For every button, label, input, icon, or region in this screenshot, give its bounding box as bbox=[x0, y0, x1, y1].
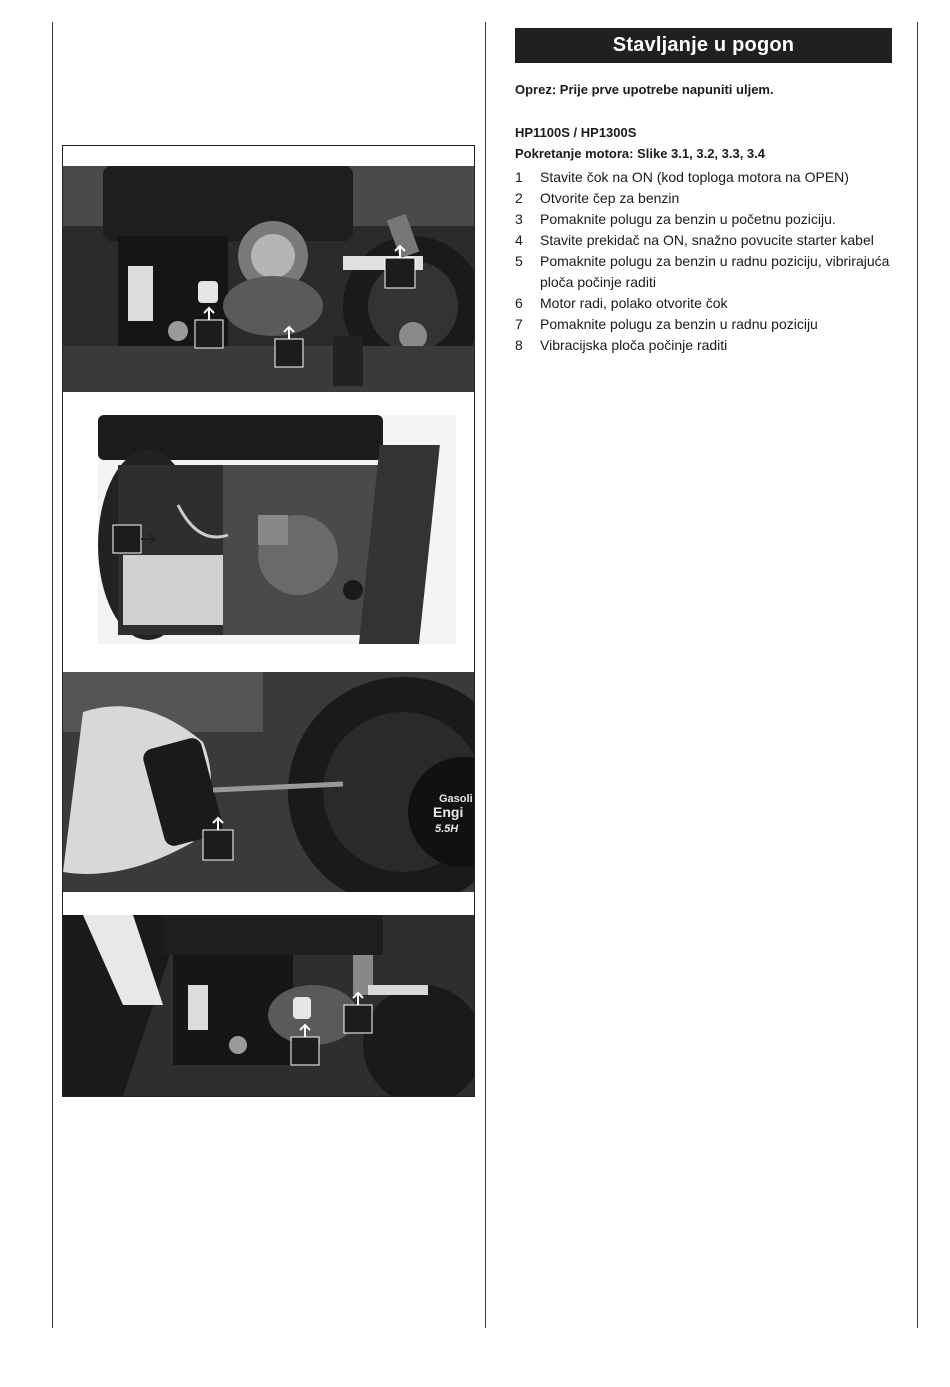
step-item bbox=[515, 167, 895, 188]
photo-engine-switch bbox=[98, 415, 456, 644]
step-text: Pomaknite polugu za benzin u radnu poziciju, vibrirajuća ploča počinje raditi bbox=[540, 253, 890, 290]
step-number: 6 bbox=[515, 295, 523, 311]
start-steps-list bbox=[515, 167, 895, 356]
step-number: 2 bbox=[515, 190, 523, 206]
step-number: 4 bbox=[515, 232, 523, 248]
engine-badge-text: 5.5H bbox=[435, 823, 459, 835]
right-margin-rule bbox=[917, 22, 918, 1328]
model-heading: HP1100S / HP1300S bbox=[515, 125, 637, 140]
step-number: 5 bbox=[515, 253, 523, 269]
step-number: 8 bbox=[515, 337, 523, 353]
step-item bbox=[515, 230, 895, 251]
left-margin-rule bbox=[52, 22, 53, 1328]
step-item bbox=[515, 335, 895, 356]
step-text: Motor radi, polako otvorite čok bbox=[540, 295, 728, 311]
step-number: 1 bbox=[515, 169, 523, 185]
step-text: Otvorite čep za benzin bbox=[540, 190, 680, 206]
step-number: 3 bbox=[515, 211, 523, 227]
step-text: Vibracijska ploča počinje raditi bbox=[540, 337, 728, 353]
step-number: 7 bbox=[515, 316, 523, 332]
section-title: Stavljanje u pogon bbox=[515, 28, 892, 63]
step-text: Pomaknite polugu za benzin u radnu poziciju bbox=[540, 316, 818, 332]
engine-badge-text: Gasoli bbox=[439, 793, 473, 805]
caution-note: Oprez: Prije prve upotrebe napuniti uljem. bbox=[515, 82, 774, 97]
step-text: Stavite prekidač na ON, snažno povucite starter kabel bbox=[540, 232, 874, 248]
photo-starter-pull bbox=[63, 672, 474, 892]
photo-choke-throttle bbox=[63, 915, 474, 1096]
step-text: Stavite čok na ON (kod toploga motora na OPEN) bbox=[540, 169, 849, 185]
step-item bbox=[515, 314, 895, 335]
photo-engine-controls bbox=[63, 166, 474, 392]
step-text: Pomaknite polugu za benzin u početnu poziciju. bbox=[540, 211, 836, 227]
step-item bbox=[515, 251, 895, 293]
engine-badge-text: Engi bbox=[433, 804, 464, 820]
start-engine-heading: Pokretanje motora: Slike 3.1, 3.2, 3.3, 3.4 bbox=[515, 146, 766, 161]
step-item bbox=[515, 209, 895, 230]
column-divider-rule bbox=[485, 22, 486, 1328]
step-item bbox=[515, 188, 895, 209]
step-item bbox=[515, 293, 895, 314]
